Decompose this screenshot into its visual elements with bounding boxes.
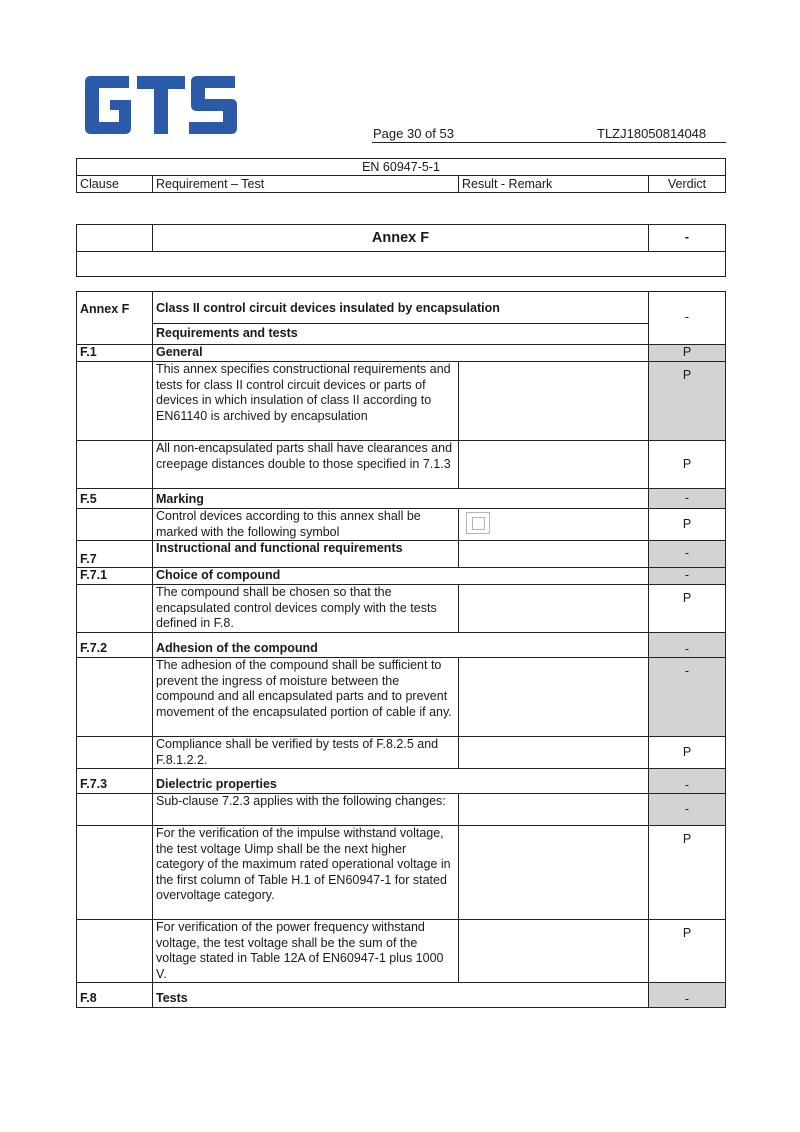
- table-row: [77, 769, 726, 794]
- requirement-cell: All non-encapsulated parts shall have clearances and creepage distances double to those specified in 7.1.3: [153, 441, 459, 489]
- verdict-cell: -: [649, 292, 726, 345]
- result-cell: [459, 794, 649, 826]
- clause-cell: [77, 585, 153, 633]
- col-header-verdict: Verdict: [649, 176, 726, 193]
- table-row: [77, 441, 726, 489]
- col-header-clause: Clause: [77, 176, 153, 193]
- clause-cell: F.1: [77, 345, 153, 362]
- requirements-table: [76, 291, 726, 1008]
- class-ii-symbol-icon: [466, 512, 490, 534]
- requirement-cell: Compliance shall be verified by tests of F.8.2.5 and F.8.1.2.2.: [153, 737, 459, 769]
- header-rule: [372, 142, 726, 143]
- requirement-cell: Choice of compound: [153, 568, 649, 585]
- clause-cell: F.7.2: [77, 633, 153, 658]
- verdict-cell: P: [649, 737, 726, 769]
- table-row: [77, 826, 726, 920]
- verdict-cell: P: [649, 362, 726, 441]
- table-row: [77, 568, 726, 585]
- table-row: [77, 292, 726, 324]
- result-cell: [459, 362, 649, 441]
- col-header-result: Result - Remark: [459, 176, 649, 193]
- table-row: [77, 920, 726, 983]
- col-header-requirement: Requirement – Test: [153, 176, 459, 193]
- result-cell: [459, 920, 649, 983]
- requirement-cell: For the verification of the impulse withstand voltage, the test voltage Uimp shall be the next higher category of the maximum rated operational voltage in the first column of Table H.1 of EN60947-1 for stated overvoltage category.: [153, 826, 459, 920]
- table-row: [77, 345, 726, 362]
- verdict-cell: -: [649, 568, 726, 585]
- clause-cell: [77, 362, 153, 441]
- annex-title-table: [76, 224, 726, 277]
- report-number: TLZJ18050814048: [597, 126, 707, 141]
- verdict-cell: P: [649, 441, 726, 489]
- requirement-cell: Adhesion of the compound: [153, 633, 649, 658]
- annex-blank-row: [77, 252, 726, 277]
- clause-cell: F.5: [77, 489, 153, 509]
- requirement-cell: This annex specifies constructional requirements and tests for class II control circuit devices or parts of devices in which insulation of class II according to EN61140 is archived by encapsulation: [153, 362, 459, 441]
- verdict-cell: P: [649, 345, 726, 362]
- verdict-cell: -: [649, 489, 726, 509]
- requirement-cell: For verification of the power frequency withstand voltage, the test voltage shall be the sum of the voltage stated in Table 12A of EN60947-1 plus 1000 V.: [153, 920, 459, 983]
- table-row: [77, 509, 726, 541]
- annex-clause-cell: [77, 225, 153, 252]
- result-cell: [459, 737, 649, 769]
- table-row: [77, 324, 726, 345]
- requirement-cell: General: [153, 345, 649, 362]
- standard-header-table: [76, 158, 726, 193]
- clause-cell: [77, 441, 153, 489]
- result-cell: [459, 826, 649, 920]
- table-row: [77, 633, 726, 658]
- clause-cell: F.8: [77, 983, 153, 1008]
- verdict-cell: P: [649, 509, 726, 541]
- requirement-cell: The adhesion of the compound shall be sufficient to prevent the ingress of moisture between the compound and all encapsulated parts and to prevent movement of the encapsulated portion of cable if any.: [153, 658, 459, 737]
- requirement-cell: Requirements and tests: [153, 324, 649, 345]
- requirement-cell: Dielectric properties: [153, 769, 649, 794]
- annex-verdict: -: [649, 225, 726, 252]
- verdict-cell: -: [649, 794, 726, 826]
- verdict-cell: -: [649, 541, 726, 568]
- clause-cell: F.7.3: [77, 769, 153, 794]
- table-row: [77, 362, 726, 441]
- gts-logo: [85, 76, 237, 134]
- clause-cell: Annex F: [77, 292, 153, 345]
- table-row: [77, 541, 726, 568]
- clause-cell: F.7: [77, 541, 153, 568]
- verdict-cell: -: [649, 769, 726, 794]
- table-row: [77, 489, 726, 509]
- result-cell: [459, 658, 649, 737]
- table-row: [77, 585, 726, 633]
- result-cell: [459, 585, 649, 633]
- requirement-cell: The compound shall be chosen so that the encapsulated control devices comply with the tests defined in F.8.: [153, 585, 459, 633]
- table-row: [77, 658, 726, 737]
- table-row: [77, 794, 726, 826]
- requirement-cell: Class II control circuit devices insulated by encapsulation: [153, 292, 649, 324]
- clause-cell: [77, 509, 153, 541]
- table-row: [77, 983, 726, 1008]
- clause-cell: [77, 794, 153, 826]
- verdict-cell: P: [649, 920, 726, 983]
- requirement-cell: Control devices according to this annex shall be marked with the following symbol: [153, 509, 459, 541]
- annex-title: Annex F: [153, 225, 649, 252]
- clause-cell: [77, 826, 153, 920]
- requirement-cell: Tests: [153, 983, 649, 1008]
- clause-cell: [77, 737, 153, 769]
- requirement-cell: Instructional and functional requirements: [153, 541, 459, 568]
- verdict-cell: P: [649, 585, 726, 633]
- result-cell: [459, 541, 649, 568]
- requirement-cell: Marking: [153, 489, 649, 509]
- clause-cell: [77, 658, 153, 737]
- page-number: Page 30 of 53: [373, 126, 454, 141]
- table-row: [77, 737, 726, 769]
- requirement-cell: Sub-clause 7.2.3 applies with the following changes:: [153, 794, 459, 826]
- verdict-cell: -: [649, 633, 726, 658]
- result-cell: [459, 441, 649, 489]
- standard-title: EN 60947-5-1: [77, 159, 726, 176]
- clause-cell: [77, 920, 153, 983]
- verdict-cell: -: [649, 983, 726, 1008]
- clause-cell: F.7.1: [77, 568, 153, 585]
- verdict-cell: -: [649, 658, 726, 737]
- verdict-cell: P: [649, 826, 726, 920]
- result-cell: [459, 509, 649, 541]
